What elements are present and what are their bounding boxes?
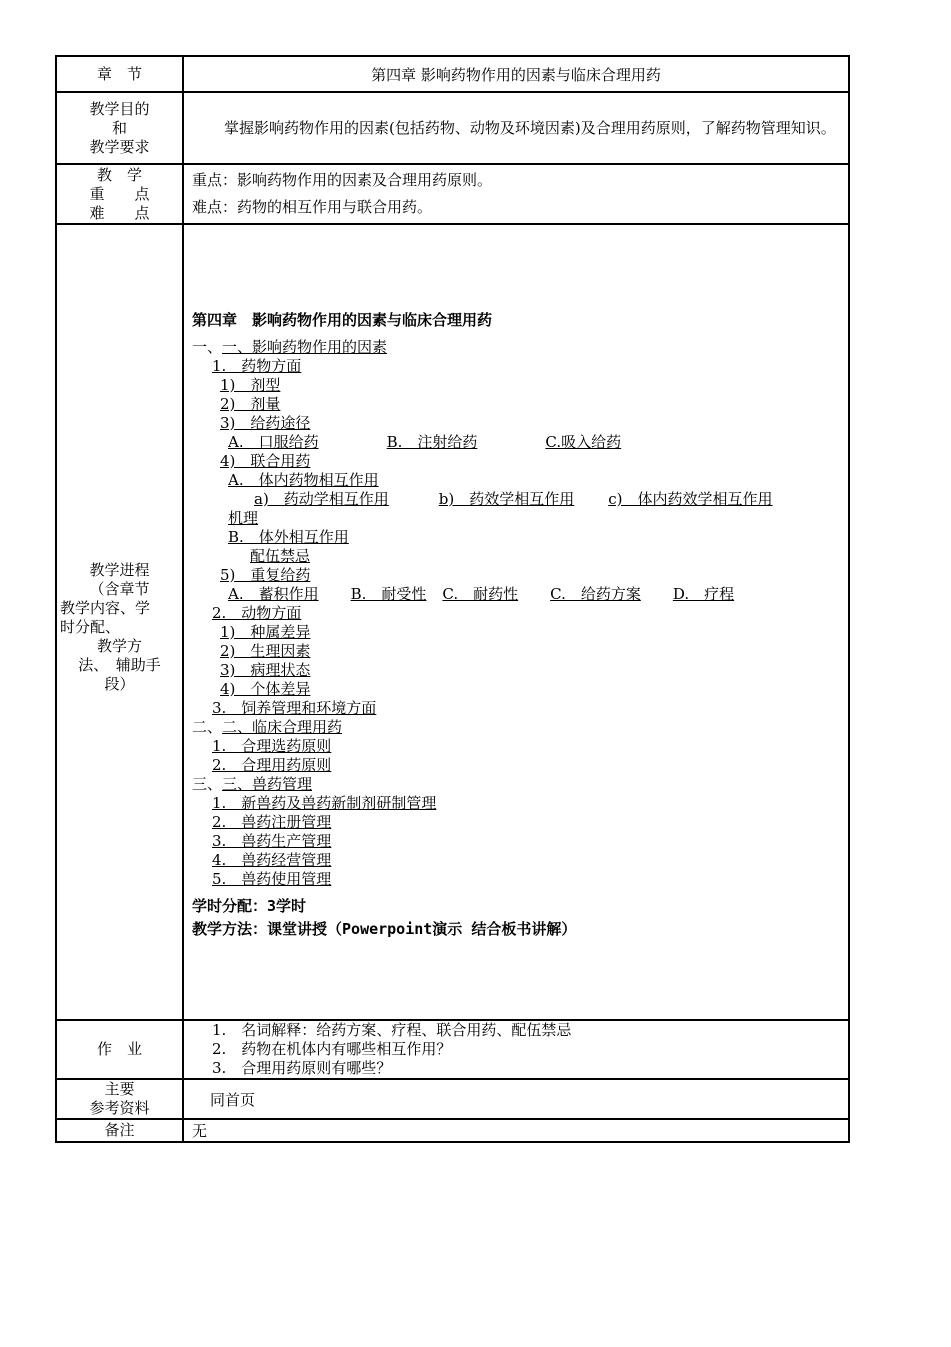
objectives-label-line: 教学要求 (89, 137, 150, 156)
outline-route-a: A. 口服给药 (228, 433, 319, 451)
row-chapter (56, 56, 849, 92)
hours-allocation: 学时分配：3学时 (192, 897, 307, 915)
outline-s3-5: 5. 兽药使用管理 (212, 870, 332, 888)
row-homework (56, 1020, 849, 1079)
outline-route-b: B. 注射给药 (386, 433, 478, 451)
process-label-line: 教学方 (96, 636, 142, 655)
remarks-label: 备注 (56, 1119, 183, 1142)
homework-label: 作 业 (56, 1020, 183, 1079)
outline-s3-2: 2. 兽药注册管理 (212, 813, 332, 831)
process-title: 第四章 影响药物作用的因素与临床合理用药 (192, 311, 493, 329)
row-key-points (56, 164, 849, 224)
objectives-label-line: 教学目的 (89, 99, 150, 118)
outline-s1-2-1: 1) 种属差异 (220, 623, 311, 641)
outline-s1-1-1: 1) 剂型 (220, 376, 281, 394)
references-value: 同首页 (183, 1079, 849, 1119)
references-label-line: 主要 (104, 1080, 135, 1098)
outline-s1-2: 2. 动物方面 (212, 604, 302, 622)
outline-course: D. 疗程 (672, 585, 735, 603)
outline-s1-2-4: 4) 个体差异 (220, 680, 311, 698)
teaching-method: 教学方法：课堂讲授（Powerpoint演示 结合板书讲解） (192, 920, 577, 938)
process-content: 第四章 影响药物作用的因素与临床合理用药 一、一、影响药物作用的因素 1. 药物方面 1) 剂型 2) 剂量 3) 给药途径 A. 口服给药 B. 注射给药 C.吸入给药 4) 联合用药 A. 体内药物相互作用 a) 药动学相互作用 b) 药效学相互作用 c) 体内药效学相互作用 机理 B. 体外相互作用 配伍禁忌 5) 重复给药 A. 蓄积作用 B. 耐受性 C. 耐药性 C. 给药方案 D. 疗程 2. 动物方面 1) 种属差异 2) 生理因素 3) 病理状态 4) 个体差异 3. 饲养管理和环境方面 二、二、临床合理用药 1. 合理选药原则 2. 合理用药原则 三、三、兽药管理 1. 新兽药及兽药新制剂研制管理 2. 兽药注册管理 3. 兽药生产管理 4. 兽药经营管理 5. 兽药使用管理 学时分配：3学时 教学方法：课堂讲授（Powerpoint演示 结合板书讲解） (183, 224, 849, 1020)
process-label-line: 法、 辅助手 (78, 655, 161, 674)
outline-pd-interaction: b) 药效学相互作用 (438, 490, 575, 508)
outline-s1-2-2: 2) 生理因素 (220, 642, 311, 660)
outline-accumulation: A. 蓄积作用 (228, 585, 319, 603)
outline-s1-1: 1. 药物方面 (212, 357, 302, 375)
outline-s2: 二、临床合理用药 (222, 718, 343, 736)
outline-resistance: C. 耐药性 (442, 585, 519, 603)
chapter-label: 章 节 (56, 56, 183, 92)
homework-item: 3. 合理用药原则有哪些？ (212, 1059, 392, 1077)
row-process (56, 224, 849, 1020)
outline-s1-1-4-B: B. 体外相互作用 (228, 528, 349, 546)
references-label (56, 1079, 183, 1119)
difficult-point-text: 难点：药物的相互作用与联合用药。 (192, 198, 433, 216)
key-points-label-line: 教 学 (96, 165, 142, 184)
references-label-line: 参考资料 (89, 1099, 150, 1117)
process-label (56, 224, 183, 1020)
outline-mechanism: c) 体内药效学相互作用 (608, 490, 773, 508)
outline-s1-1-2: 2) 剂量 (220, 395, 281, 413)
outline-s1-1-4-A: A. 体内药物相互作用 (228, 471, 379, 489)
remarks-value: 无 (183, 1119, 849, 1142)
process-label-line: 教学进程 (89, 560, 150, 579)
outline-tolerance: B. 耐受性 (350, 585, 427, 603)
outline-s1-1-4: 4) 联合用药 (220, 452, 311, 470)
outline-item: 一、一、影响药物作用的因素 (192, 338, 388, 356)
objectives-value (183, 92, 849, 164)
key-points-label-line: 难 点 (89, 203, 150, 222)
chapter-value: 第四章 影响药物作用的因素与临床合理用药 (183, 56, 849, 92)
process-label-line: 段） (104, 674, 135, 693)
key-points-label-line: 重 点 (89, 184, 150, 203)
outline-route-c: C.吸入给药 (545, 433, 622, 451)
key-points-label (56, 164, 183, 224)
process-label-line: 教学内容、学 (60, 598, 151, 617)
homework-item: 2. 药物在机体内有哪些相互作用？ (212, 1040, 452, 1058)
homework-list (183, 1020, 849, 1079)
outline-s1-3: 3. 饲养管理和环境方面 (212, 699, 377, 717)
outline-pk-interaction: a) 药动学相互作用 (254, 490, 389, 508)
outline-s1: 一、影响药物作用的因素 (222, 338, 388, 356)
objectives-label (56, 92, 183, 164)
outline-s2-1: 1. 合理选药原则 (212, 737, 332, 755)
outline-regimen: C. 给药方案 (550, 585, 641, 603)
key-point-text: 重点：影响药物作用的因素及合理用药原则。 (192, 171, 493, 189)
row-references (56, 1079, 849, 1119)
outline-s2-2: 2. 合理用药原则 (212, 756, 332, 774)
outline-incompatibility: 配伍禁忌 (250, 547, 311, 565)
outline-s1-1-3: 3) 给药途径 (220, 414, 311, 432)
outline-mechanism-cont: 机理 (228, 509, 259, 527)
row-objectives (56, 92, 849, 164)
outline-s1-2-3: 3) 病理状态 (220, 661, 311, 679)
outline-s3: 三、兽药管理 (222, 775, 313, 793)
process-label-line: （含章节 (89, 579, 150, 598)
objectives-label-line: 和 (111, 118, 127, 137)
outline-s3-4: 4. 兽药经营管理 (212, 851, 332, 869)
outline-s1-1-5: 5) 重复给药 (220, 566, 311, 584)
lesson-plan-table (55, 55, 850, 1143)
outline-s3-3: 3. 兽药生产管理 (212, 832, 332, 850)
process-label-line: 时分配、 (60, 617, 121, 636)
homework-item: 1. 名词解释：给药方案、疗程、联合用药、配伍禁忌 (212, 1021, 572, 1039)
key-points-value (183, 164, 849, 224)
row-remarks (56, 1119, 849, 1142)
outline-s3-1: 1. 新兽药及兽药新制剂研制管理 (212, 794, 437, 812)
objectives-text: 掌握影响药物作用的因素(包括药物、动物及环境因素)及合理用药原则，了解药物管理知识。 (224, 119, 836, 137)
